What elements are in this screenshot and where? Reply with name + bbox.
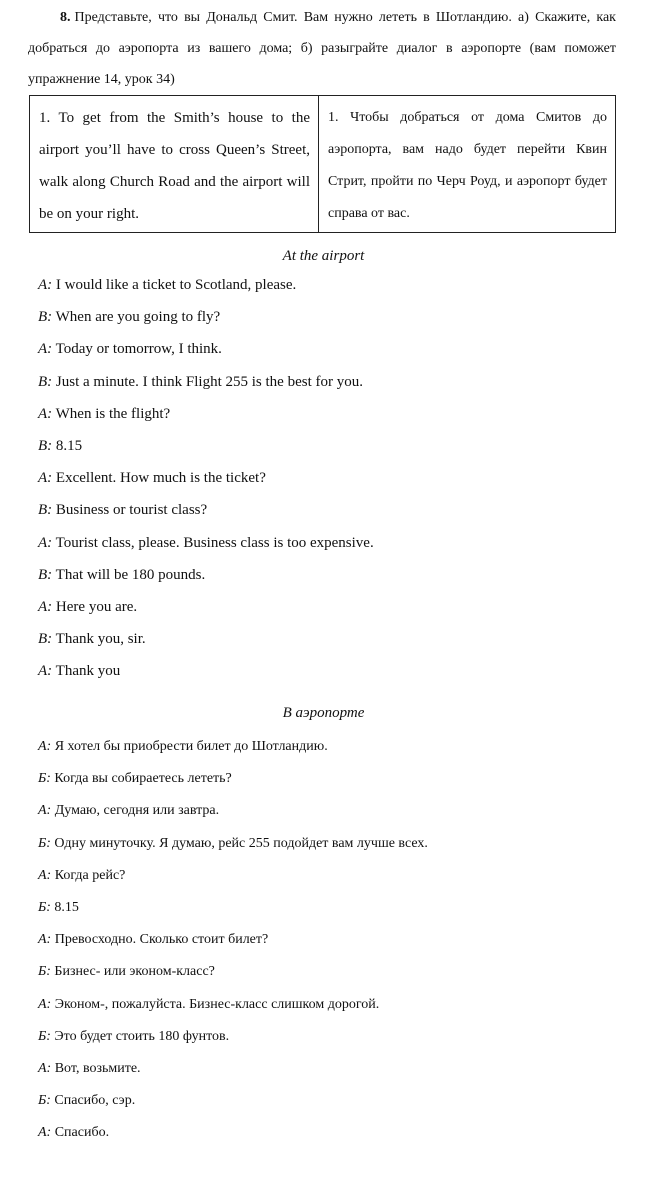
dialog-speaker: A: bbox=[38, 470, 53, 487]
dialog-speaker: B: bbox=[38, 566, 53, 583]
dialog-text: Эконом-, пожалуйста. Бизнес-класс слишком дорогой. bbox=[51, 996, 380, 1012]
dialog-line bbox=[38, 404, 374, 436]
dialog-speaker: B: bbox=[38, 437, 53, 454]
dialog-line bbox=[38, 737, 428, 769]
dialog-speaker: B: bbox=[38, 631, 53, 648]
dialog-line bbox=[38, 898, 428, 930]
dialog-speaker: A: bbox=[38, 663, 53, 680]
dialog-speaker: A: bbox=[38, 405, 53, 422]
dialog-speaker: A: bbox=[38, 341, 53, 358]
dialog-line bbox=[38, 1091, 428, 1123]
dialog-line bbox=[38, 468, 374, 500]
dialog-text: Когда рейс? bbox=[51, 867, 126, 883]
dialog-speaker: B: bbox=[38, 502, 53, 519]
dialog-line bbox=[38, 1123, 428, 1155]
answer-table bbox=[29, 95, 616, 233]
dialog-speaker: А: bbox=[38, 867, 52, 883]
dialog-text: Спасибо, сэр. bbox=[50, 1093, 136, 1109]
dialog-line bbox=[38, 372, 374, 404]
dialog-line bbox=[38, 801, 428, 833]
dialog-text: 8.15 bbox=[52, 437, 83, 454]
dialog-line bbox=[38, 1027, 428, 1059]
dialog-text: Excellent. How much is the ticket? bbox=[52, 470, 266, 487]
dialog-text: Here you are. bbox=[52, 598, 138, 615]
dialog-speaker: Б: bbox=[38, 964, 51, 980]
dialog-text: Business or tourist class? bbox=[52, 502, 208, 519]
answer-english-cell: 1. To get from the Smith’s house to the airport you’ll have to cross Queen’s Street, walk along Church Road and the airport will be on your right. bbox=[30, 96, 319, 233]
dialog-text: Бизнес- или эконом-класс? bbox=[50, 964, 215, 980]
dialog-speaker: Б: bbox=[38, 1028, 51, 1044]
dialog-text: When are you going to fly? bbox=[52, 309, 221, 326]
russian-dialog-title: В аэропорте bbox=[282, 705, 365, 721]
dialog-speaker: А: bbox=[38, 803, 52, 819]
dialog-speaker: А: bbox=[38, 1060, 52, 1076]
dialog-text: Thank you, sir. bbox=[52, 631, 146, 648]
english-dialog-title: At the airport bbox=[282, 248, 365, 264]
dialog-speaker: Б: bbox=[38, 1093, 51, 1109]
dialog-speaker: A: bbox=[38, 598, 53, 615]
dialog-speaker: Б: bbox=[38, 899, 51, 915]
dialog-text: 8.15 bbox=[50, 899, 79, 915]
dialog-speaker: А: bbox=[38, 1125, 52, 1141]
dialog-line bbox=[38, 436, 374, 468]
dialog-line bbox=[38, 629, 374, 661]
dialog-speaker: А: bbox=[38, 932, 52, 948]
dialog-text: Думаю, сегодня или завтра. bbox=[51, 803, 220, 819]
dialog-line bbox=[38, 500, 374, 532]
dialog-line bbox=[38, 995, 428, 1027]
dialog-speaker: A: bbox=[38, 534, 53, 551]
task-statement bbox=[28, 2, 616, 95]
dialog-text: Одну минуточку. Я думаю, рейс 255 подойдет вам лучше всех. bbox=[50, 835, 428, 851]
dialog-text: Это будет стоить 180 фунтов. bbox=[50, 1028, 230, 1044]
dialog-speaker: B: bbox=[38, 309, 53, 326]
russian-dialog bbox=[38, 737, 428, 1155]
dialog-text: Когда вы собираетесь лететь? bbox=[50, 771, 232, 787]
dialog-speaker: Б: bbox=[38, 771, 51, 787]
dialog-text: I would like a ticket to Scotland, please. bbox=[52, 277, 297, 293]
dialog-speaker: А: bbox=[38, 739, 52, 754]
dialog-line bbox=[38, 533, 374, 565]
dialog-text: That will be 180 pounds. bbox=[52, 566, 206, 583]
dialog-line bbox=[38, 339, 374, 371]
dialog-line bbox=[38, 307, 374, 339]
dialog-speaker: B: bbox=[38, 373, 53, 390]
task-text: Представьте, что вы Дональд Смит. Вам нужно лететь в Шотландию. а) Скажите, как добраться до аэропорта из вашего дома; б) разыграйте диалог в аэропорте (вам поможет упражнение 14, урок 34) bbox=[28, 10, 616, 87]
dialog-line bbox=[38, 565, 374, 597]
dialog-speaker: A: bbox=[38, 277, 53, 293]
answer-russian-cell: 1. Чтобы добраться от дома Смитов до аэропорта, вам надо будет перейти Квин Стрит, пройти по Черч Роуд, и аэропорт будет справа от вас. bbox=[319, 96, 616, 233]
dialog-text: Thank you bbox=[52, 663, 121, 680]
dialog-line bbox=[38, 834, 428, 866]
dialog-text: Превосходно. Сколько стоит билет? bbox=[51, 932, 269, 948]
dialog-line bbox=[38, 597, 374, 629]
dialog-line bbox=[38, 661, 374, 693]
dialog-text: Вот, возьмите. bbox=[51, 1060, 141, 1076]
answer-table-row bbox=[30, 96, 616, 233]
dialog-line bbox=[38, 1059, 428, 1091]
dialog-line bbox=[38, 930, 428, 962]
english-dialog bbox=[38, 275, 374, 693]
dialog-text: When is the flight? bbox=[52, 405, 171, 422]
dialog-line bbox=[38, 866, 428, 898]
dialog-text: Today or tomorrow, I think. bbox=[52, 341, 222, 358]
dialog-text: Just a minute. I think Flight 255 is the best for you. bbox=[52, 373, 363, 390]
dialog-line bbox=[38, 962, 428, 994]
dialog-line bbox=[38, 275, 374, 307]
dialog-text: Спасибо. bbox=[51, 1125, 110, 1141]
dialog-speaker: А: bbox=[38, 996, 52, 1012]
dialog-speaker: Б: bbox=[38, 835, 51, 851]
dialog-line bbox=[38, 769, 428, 801]
dialog-text: Я хотел бы приобрести билет до Шотландию. bbox=[51, 739, 328, 754]
task-number: 8. bbox=[60, 10, 71, 25]
dialog-text: Tourist class, please. Business class is too expensive. bbox=[52, 534, 374, 551]
